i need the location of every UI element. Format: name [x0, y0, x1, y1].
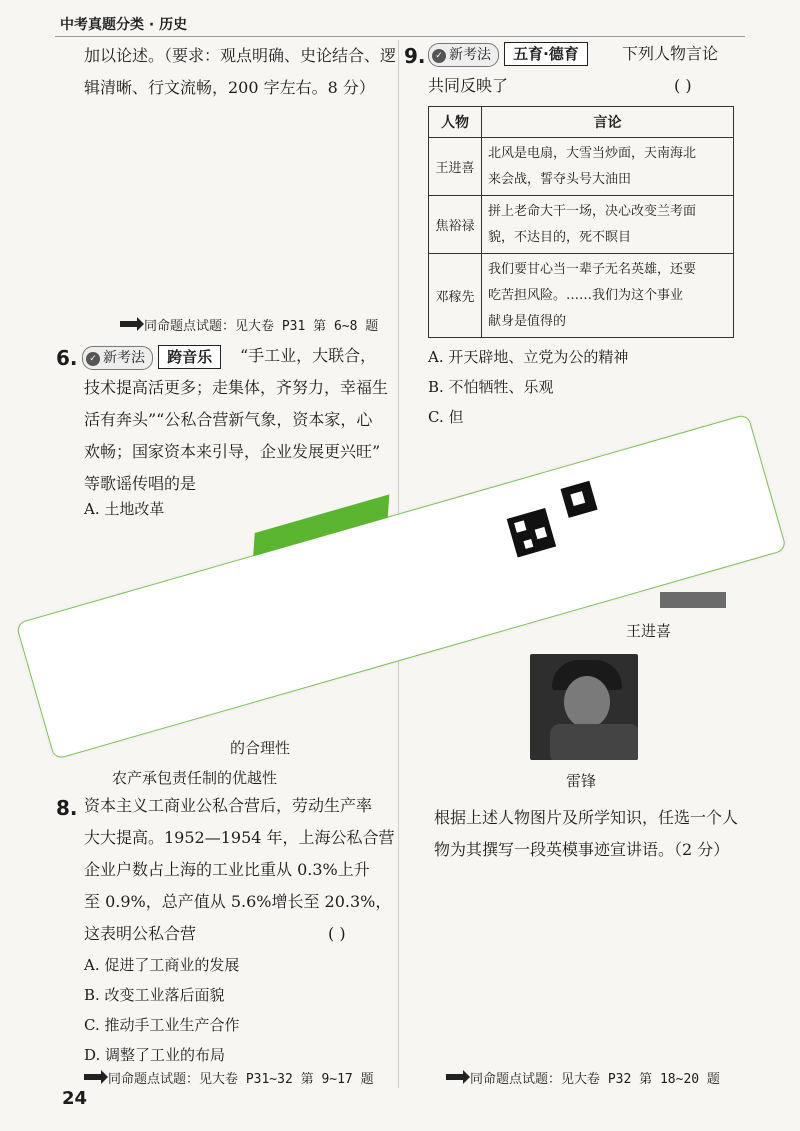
q8-reference — [84, 1068, 374, 1087]
q9-topic-tag: 五育·德育 — [504, 42, 588, 66]
q9-number: 9. — [404, 44, 426, 68]
table-row — [429, 254, 734, 338]
page-header: 中考真题分类 · 历史 — [60, 17, 188, 33]
arrow-icon — [446, 1074, 464, 1080]
header-rule — [55, 36, 745, 37]
q8-reference-text: 同命题点试题：见大卷 P31~32 第 9~17 题 — [108, 1072, 374, 1087]
table-row — [429, 138, 734, 196]
q6-new-method-tag — [82, 346, 153, 370]
q10-prompt-line-2: 物为其撰写一段英模事迹宣讲语。（2 分） — [434, 840, 730, 859]
photo-body — [550, 724, 638, 760]
table-cell-person: 邓稼先 — [429, 254, 482, 338]
speech-line: 拼上老命大干一场，决心改变兰考面 — [488, 203, 697, 219]
speech-line: 貌，不达目的，死不瞑目 — [488, 229, 632, 245]
overlay-green-tab — [253, 494, 389, 556]
speech-line: 献身是值得的 — [488, 313, 567, 329]
table-cell-person: 王进喜 — [429, 138, 482, 196]
pin-icon: ✓ — [86, 352, 100, 366]
q6-tag-group — [82, 345, 221, 370]
q8-option-b[interactable]: B. 改变工业落后面貌 — [84, 986, 225, 1004]
q8-line-3: 企业户数占上海的工业比重从 0.3%上升 — [84, 860, 370, 879]
table-cell-speech — [482, 138, 734, 196]
q8-number: 8. — [56, 796, 78, 820]
q9-option-b[interactable]: B. 不怕牺牲、乐观 — [428, 378, 554, 396]
table-header-speech: 言论 — [482, 107, 734, 138]
table-cell-person: 焦裕禄 — [429, 196, 482, 254]
q5-reference-text: 同命题点试题：见大卷 P31 第 6~8 题 — [144, 319, 379, 334]
q9-option-c[interactable]: C. 但 — [428, 408, 464, 426]
caption-lei-feng: 雷锋 — [566, 772, 597, 790]
page-number: 24 — [62, 1088, 88, 1109]
photo-face — [564, 676, 610, 728]
q9-new-method-tag — [428, 43, 499, 67]
q6-line-1: “手工业，大联合， — [240, 346, 377, 365]
q6-tag-text: 新考法 — [103, 350, 145, 366]
caption-wang-jinxi: 王进喜 — [626, 622, 672, 640]
q9-quote-table — [428, 106, 734, 338]
photo-wang-jinxi — [660, 592, 726, 608]
q9-option-a[interactable]: A. 开天辟地、立党为公的精神 — [428, 348, 629, 366]
q9-line-2: 共同反映了 — [428, 76, 509, 95]
q6-number: 6. — [56, 346, 78, 370]
q6-topic-tag: 跨音乐 — [158, 345, 221, 369]
table-header-person: 人物 — [429, 107, 482, 138]
q6-line-5: 等歌谣传唱的是 — [84, 474, 197, 493]
q7-fragment-2: 农产承包责任制的优越性 — [112, 769, 278, 787]
q8-line-1: 资本主义工商业公私合营后，劳动生产率 — [84, 796, 373, 815]
q5-line-2: 辑清晰、行文流畅，200 字左右。8 分） — [84, 78, 375, 97]
arrow-icon — [84, 1074, 102, 1080]
qr-code-icon — [560, 481, 597, 518]
table-cell-speech — [482, 196, 734, 254]
q9-answer-bracket[interactable]: ( ) — [674, 76, 692, 95]
photo-lei-feng — [530, 654, 638, 760]
arrow-icon — [120, 321, 138, 327]
q6-line-2: 技术提高活更多；走集体，齐努力，幸福生 — [84, 378, 389, 397]
q8-option-d[interactable]: D. 调整了工业的布局 — [84, 1046, 226, 1064]
q8-line-5: 这表明公私合营 — [84, 924, 197, 943]
q5-line-1: 加以论述。（要求：观点明确、史论结合、逻 — [84, 46, 397, 65]
q8-answer-bracket[interactable]: ( ) — [328, 924, 346, 943]
table-cell-speech — [482, 254, 734, 338]
speech-line: 吃苦担风险。……我们为这个事业 — [488, 287, 684, 303]
q6-line-3: 活有奔头”“公私合营新气象，资本家，心 — [84, 410, 373, 429]
q9-tag-group — [428, 42, 588, 67]
q6-option-a: A. 土地改革 — [84, 500, 165, 518]
q7-fragment-1: 的合理性 — [230, 739, 291, 757]
q10-reference-text: 同命题点试题：见大卷 P32 第 18~20 题 — [470, 1072, 720, 1087]
speech-line: 来会战，誓夺头号大油田 — [488, 171, 632, 187]
q8-line-2: 大大提高。1952—1954 年，上海公私合营 — [84, 828, 395, 847]
table-row — [429, 196, 734, 254]
q8-option-a[interactable]: A. 促进了工商业的发展 — [84, 956, 240, 974]
speech-line: 我们要甘心当一辈子无名英雄，还要 — [488, 261, 697, 277]
speech-line: 北风是电扇，大雪当炒面，天南海北 — [488, 145, 697, 161]
table-header-row — [429, 107, 734, 138]
q10-answer-area[interactable] — [434, 870, 734, 1060]
q9-line-1: 下列人物言论 — [622, 44, 719, 63]
q5-reference — [120, 315, 378, 334]
q8-line-4: 至 0.9%，总产值从 5.6%增长至 20.3%， — [84, 892, 392, 911]
q8-option-c[interactable]: C. 推动手工业生产合作 — [84, 1016, 240, 1034]
q6-line-4: 欢畅；国家资本来引导，企业发展更兴旺” — [84, 442, 381, 461]
q10-reference — [446, 1068, 720, 1087]
qr-code-icon — [507, 508, 556, 557]
pin-icon: ✓ — [432, 49, 446, 63]
q10-prompt-line-1: 根据上述人物图片及所学知识，任选一个人 — [434, 808, 739, 827]
q9-tag-text: 新考法 — [449, 47, 491, 63]
